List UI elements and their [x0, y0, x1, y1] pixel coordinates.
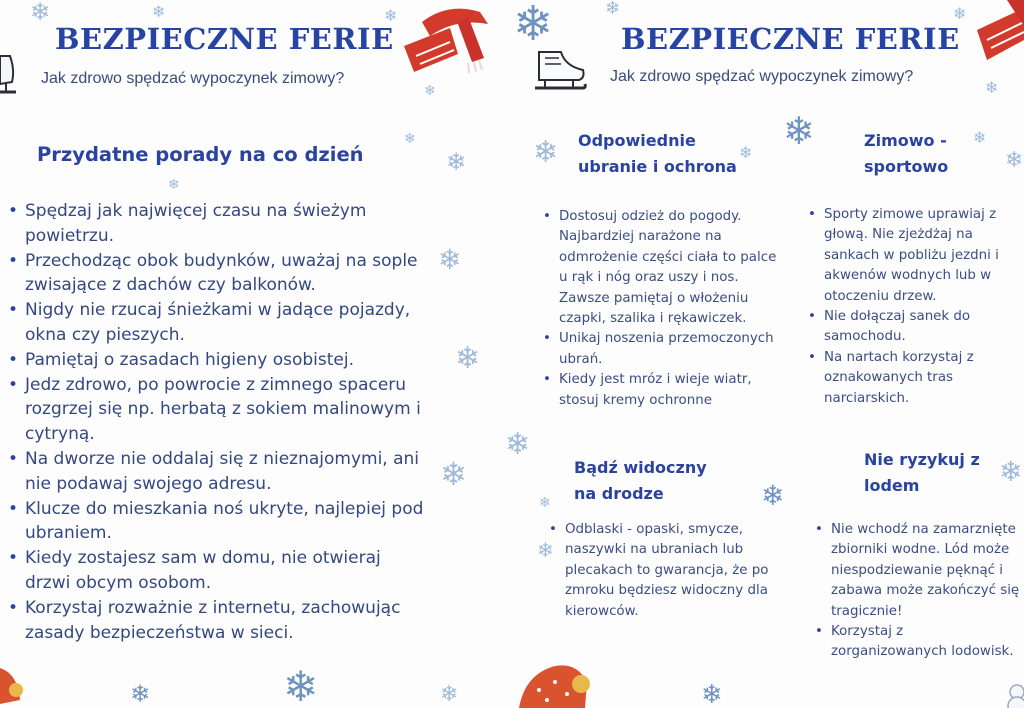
right-panel [505, 0, 1024, 708]
snowflake-icon: ❄ [999, 455, 1023, 488]
list-item: • Nigdy nie rzucaj śnieżkami w jadące pojazdy, okna czy pieszych. [8, 298, 428, 348]
page-subtitle: Jak zdrowo spędzać wypoczynek zimowy? [41, 70, 345, 87]
visible-list [549, 520, 779, 622]
snowflake-icon: ❄ [438, 243, 462, 276]
list-item: • Kiedy jest mróz i wieje wiatr, stosuj kremy ochronne [543, 370, 783, 411]
page-subtitle: Jak zdrowo spędzać wypoczynek zimowy? [610, 68, 914, 85]
snowflake-icon: ❄ [440, 682, 459, 707]
list-item: • Korzystaj z zorganizowanych lodowisk. [815, 622, 1020, 663]
snowflake-icon: ❄ [973, 128, 987, 147]
snowflake-icon: ❄ [953, 4, 967, 23]
snowflake-icon: ❄ [533, 135, 559, 170]
scarf-icon [967, 0, 1024, 80]
list-item: • Dostosuj odzież do pogody. Najbardziej narażone na odmrożenie części ciała to palce u rąk i nóg oraz uszy i nos. Zawsze pamiętaj o włożeniu czapki, szalika i rękawiczek. [543, 207, 783, 329]
list-item: • Unikaj noszenia przemoczonych ubrań. [543, 329, 783, 370]
list-item: • Nie wchodź na zamarznięte zbiorniki wodne. Lód może niespodziewanie pęknąć i zabawa może zakończyć się tragicznie! [815, 520, 1020, 622]
snowflake-icon: ❄ [283, 662, 319, 708]
list-item: • Jedz zdrowo, po powrocie z zimnego spaceru rozgrzej się np. herbatą z sokiem malinowym i cytryną. [8, 373, 428, 447]
snowflake-icon: ❄ [539, 495, 551, 511]
list-item: • Pamiętaj o zasadach higieny osobistej. [8, 348, 428, 373]
snowflake-icon: ❄ [152, 2, 166, 21]
daily-tips-list [8, 199, 428, 645]
ice-list [815, 520, 1020, 663]
list-item: • Klucze do mieszkania noś ukryte, najlepiej pod ubraniem. [8, 497, 428, 547]
snowflake-icon: ❄ [605, 0, 621, 19]
snowflake-icon: ❄ [30, 0, 51, 26]
list-item: • Kiedy zostajesz sam w domu, nie otwieraj drzwi obcym osobom. [8, 546, 428, 596]
list-item: • Nie dołączaj sanek do samochodu. [808, 307, 1018, 348]
list-item: • Odblaski - opaski, smycze, naszywki na ubraniach lub plecakach to gwarancja, że po zmroku będziesz widoczny dla kierowców. [549, 520, 779, 622]
snowflake-icon: ❄ [761, 479, 785, 512]
ice-skate-icon [0, 50, 20, 96]
snowflake-icon: ❄ [1005, 148, 1024, 173]
clothing-list [543, 207, 783, 411]
sport-list [808, 205, 1018, 409]
snowflake-icon: ❄ [701, 680, 723, 708]
ice-skate-icon [531, 50, 587, 94]
snowflake-icon: ❄ [404, 131, 416, 147]
snowflake-icon: ❄ [985, 78, 999, 97]
snowman-icon [1003, 684, 1024, 708]
section-heading-clothing: Odpowiednie ubranie i ochrona [578, 131, 737, 176]
snowflake-icon: ❄ [455, 341, 481, 376]
snowflake-icon: ❄ [168, 177, 180, 193]
snowflake-icon: ❄ [505, 427, 531, 462]
section-heading-ice: Nie ryzykuj z lodem [864, 450, 980, 495]
snowflake-icon: ❄ [384, 6, 398, 25]
list-item: • Sporty zimowe uprawiaj z głową. Nie zjeżdżaj na sankach w pobliżu jezdni i akwenów wodnych lub w otoczeniu drzew. [808, 205, 1018, 307]
winter-hat-icon [0, 660, 30, 708]
snowflake-icon: ❄ [446, 148, 467, 176]
list-item: • Spędzaj jak najwięcej czasu na świeżym powietrzu. [8, 199, 428, 249]
snowflake-icon: ❄ [783, 109, 815, 153]
snowflake-icon: ❄ [424, 83, 436, 99]
section-heading-visible: Bądź widoczny na drodze [574, 458, 707, 503]
winter-hat-icon [515, 660, 595, 708]
snowflake-icon: ❄ [440, 455, 467, 493]
snowflake-icon: ❄ [513, 0, 554, 52]
section-heading-sport: Zimowo - sportowo [864, 131, 949, 176]
snowflake-icon: ❄ [537, 538, 554, 562]
snowflake-icon: ❄ [130, 680, 151, 708]
left-panel [0, 0, 505, 708]
snowflake-icon: ❄ [739, 143, 753, 162]
section-heading-daily: Przydatne porady na co dzień [37, 143, 364, 166]
list-item: • Przechodząc obok budynków, uważaj na sople zwisające z dachów czy balkonów. [8, 249, 428, 299]
scarf-icon [402, 2, 494, 78]
page-title: BEZPIECZNE FERIE [55, 22, 394, 56]
list-item: • Na nartach korzystaj z oznakowanych tras narciarskich. [808, 348, 1018, 409]
list-item: • Korzystaj rozważnie z internetu, zachowując zasady bezpieczeństwa w sieci. [8, 596, 428, 646]
page-title: BEZPIECZNE FERIE [621, 22, 960, 56]
list-item: • Na dworze nie oddalaj się z nieznajomymi, ani nie podawaj swojego adresu. [8, 447, 428, 497]
